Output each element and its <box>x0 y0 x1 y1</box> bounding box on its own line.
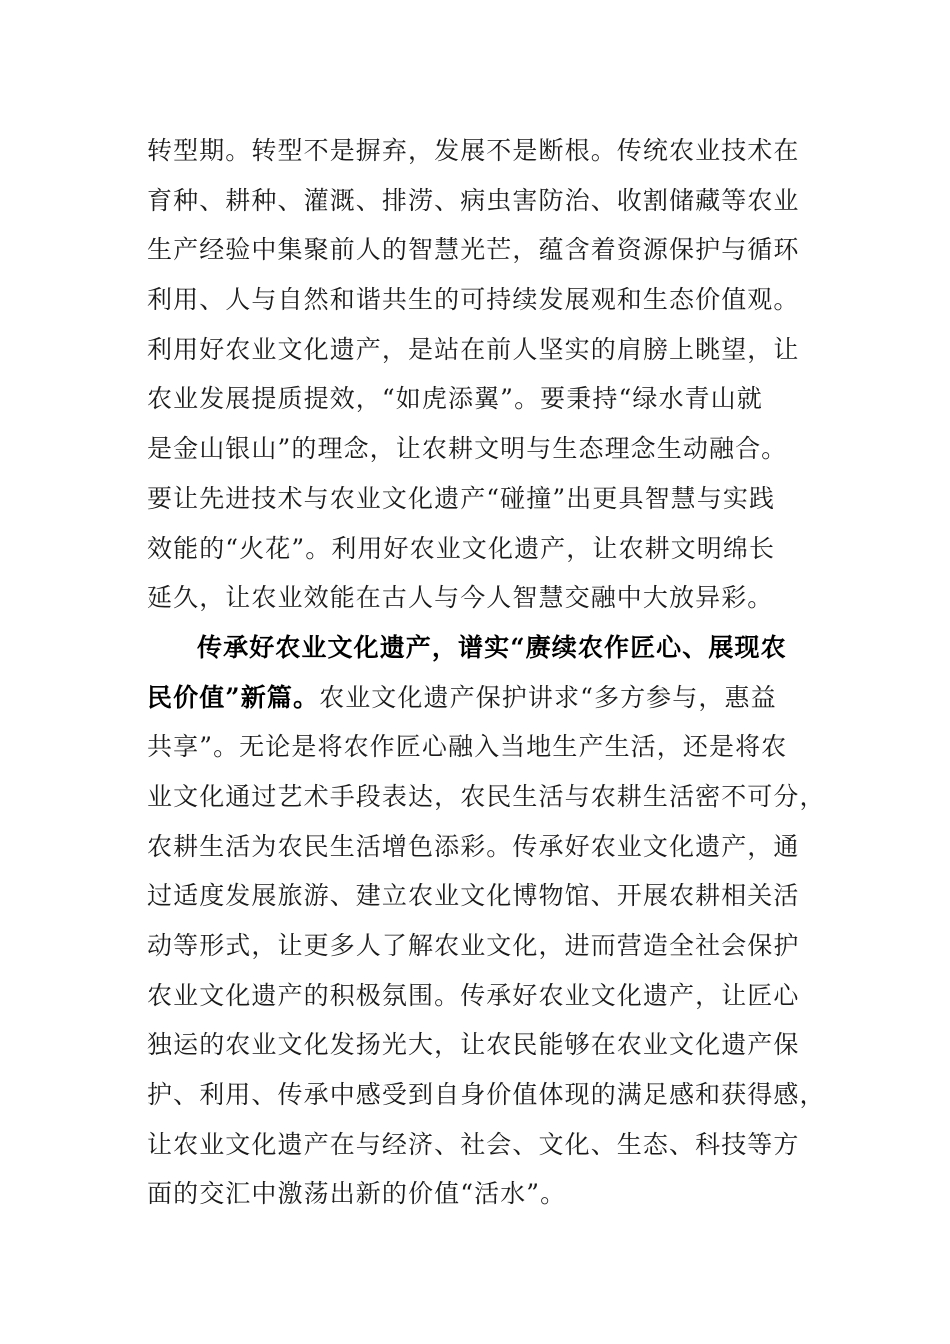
text-line <box>147 673 797 723</box>
text-line: 农业文化遗产的积极氛围。传承好农业文化遗产，让匠心 <box>147 980 800 1010</box>
section-heading: 传承好农业文化遗产，谱实“赓续农作匠心、展现农 <box>197 632 787 662</box>
document-page <box>147 126 826 1219</box>
text-line: 动等形式，让更多人了解农业文化，进而营造全社会保护 <box>147 931 800 960</box>
text-line: 让农业文化遗产在与经济、社会、文化、生态、科技等方 <box>147 1129 800 1159</box>
section-heading-end: 民价值”新篇。 <box>147 682 320 712</box>
text-span: 农业文化遗产保护讲求“多方参与，惠益 <box>319 682 777 712</box>
text-line: 农耕生活为农民生活增色添彩。传承好农业文化遗产，通 <box>147 831 800 861</box>
text-line: 独运的农业文化发扬光大，让农民能够在农业文化遗产保 <box>147 1030 800 1060</box>
text-line: 业文化通过艺术手段表达，农民生活与农耕生活密不可分， <box>147 781 826 811</box>
text-line: 生产经验中集聚前人的智慧光芒，蕴含着资源保护与循环 <box>147 235 800 265</box>
text-line: 共享”。无论是将农作匠心融入当地生产生活，还是将农 <box>147 732 788 762</box>
paragraph-1 <box>147 126 800 623</box>
text-line: 延久，让农业效能在古人与今人智慧交融中大放异彩。 <box>147 583 774 613</box>
text-line: 护、利用、传承中感受到自身价值体现的满足感和获得感， <box>147 1080 826 1110</box>
text-line: 面的交汇中激荡出新的价值“活水”。 <box>147 1179 567 1209</box>
text-line: 过适度发展旅游、建立农业文化博物馆、开展农耕相关活 <box>147 881 800 911</box>
text-line: 农业发展提质提效，“如虎添翼”。要秉持“绿水青山就 <box>147 384 763 414</box>
text-line: 利用、人与自然和谐共生的可持续发展观和生态价值观。 <box>147 285 800 315</box>
text-line: 效能的“火花”。利用好农业文化遗产，让农耕文明绵长 <box>147 533 776 563</box>
text-line: 育种、耕种、灌溉、排涝、病虫害防治、收割储藏等农业 <box>147 185 800 215</box>
paragraph-2 <box>147 623 826 1219</box>
text-line: 是金山银山”的理念，让农耕文明与生态理念生动融合。 <box>147 434 788 464</box>
text-line: 转型期。转型不是摒弃，发展不是断根。传统农业技术在 <box>147 136 800 165</box>
text-line: 利用好农业文化遗产，是站在前人坚实的肩膀上眺望，让 <box>147 334 800 364</box>
text-line: 要让先进技术与农业文化遗产“碰撞”出更具智慧与实践 <box>147 483 776 513</box>
